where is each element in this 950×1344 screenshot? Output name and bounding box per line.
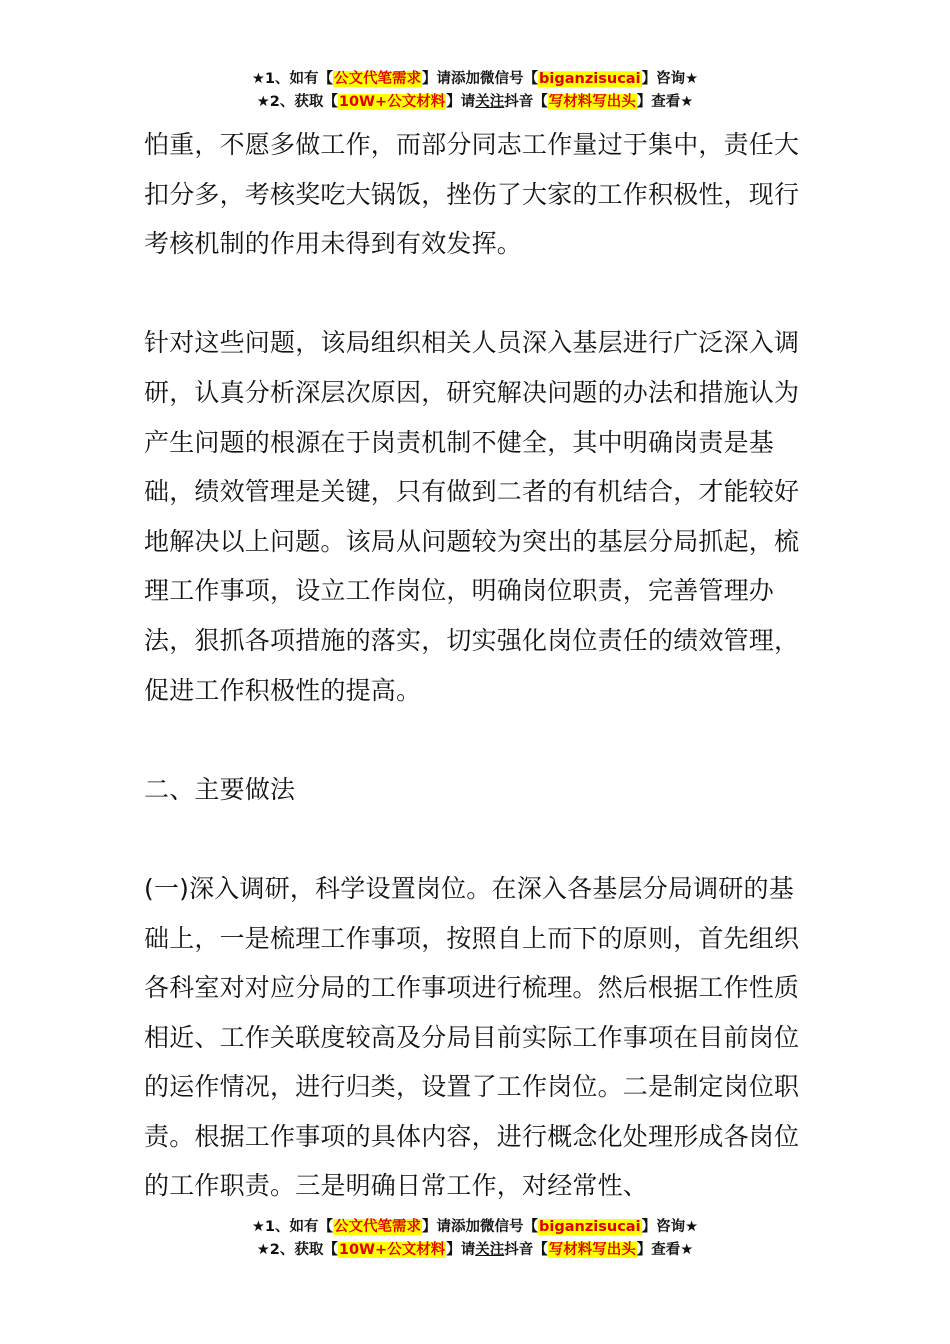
- banner-highlight: biganzisucai: [539, 71, 641, 87]
- banner-highlight: 公文代笔需求: [334, 71, 422, 87]
- banner-text: 】请添加微信号【: [422, 71, 539, 87]
- banner-highlight: 10W+公文材料: [338, 1242, 446, 1258]
- banner-text: ★1、如有【: [251, 71, 334, 87]
- footer-banner: [0, 1216, 950, 1262]
- banner-text: 抖音【: [504, 1242, 548, 1258]
- banner-line-1: [0, 68, 950, 91]
- paragraph: 针对这些问题，该局组织相关人员深入基层进行广泛深入调研，认真分析深层次原因，研究解决问题的办法和措施认为产生问题的根源在于岗责机制不健全，其中明确岗责是基础，绩效管理是关键，只有做到二者的有机结合，才能较好地解决以上问题。该局从问题较为突出的基层分局抓起，梳理工作事项，设立工作岗位，明确岗位职责，完善管理办法，狠抓各项措施的落实，切实强化岗位责任的绩效管理，促进工作积极性的提高。: [144, 328, 800, 705]
- banner-text: 】咨询★: [641, 1219, 699, 1235]
- banner-line-2: [0, 1239, 950, 1262]
- banner-text: 】请: [446, 94, 476, 110]
- banner-highlight: biganzisucai: [539, 1219, 641, 1235]
- header-banner: [0, 68, 950, 114]
- banner-text: 】咨询★: [641, 71, 699, 87]
- banner-text: ★2、获取【: [256, 1242, 338, 1258]
- banner-text: ★2、获取【: [256, 94, 338, 110]
- section-heading: 二、主要做法: [144, 774, 296, 804]
- banner-highlight: 公文代笔需求: [334, 1219, 422, 1235]
- banner-text: 】查看★: [636, 94, 694, 110]
- banner-line-1: [0, 1216, 950, 1239]
- banner-text: 】请: [446, 1242, 476, 1258]
- banner-text: 】请添加微信号【: [422, 1219, 539, 1235]
- banner-underlined-text: 关注: [475, 1242, 505, 1258]
- banner-text: 】查看★: [636, 1242, 694, 1258]
- banner-highlight: 10W+公文材料: [338, 94, 446, 110]
- paragraph: (一)深入调研，科学设置岗位。在深入各基层分局调研的基础上，一是梳理工作事项，按照自上而下的原则，首先组织各科室对对应分局的工作事项进行梳理。然后根据工作性质相近、工作关联度较高及分局目前实际工作事项在目前岗位的运作情况，进行归类，设置了工作岗位。二是制定岗位职责。根据工作事项的具体内容，进行概念化处理形成各岗位的工作职责。三是明确日常工作，对经常性、: [144, 873, 800, 1201]
- banner-text: ★1、如有【: [251, 1219, 334, 1235]
- paragraph: 怕重，不愿多做工作，而部分同志工作量过于集中，责任大扣分多，考核奖吃大锅饭，挫伤了大家的工作积极性，现行考核机制的作用未得到有效发挥。: [144, 130, 800, 259]
- banner-highlight: 写材料写出头: [548, 94, 636, 110]
- document-body: [144, 120, 806, 1261]
- banner-line-2: [0, 91, 950, 114]
- banner-highlight: 写材料写出头: [548, 1242, 636, 1258]
- banner-underlined-text: 关注: [475, 94, 505, 110]
- banner-text: 抖音【: [504, 94, 548, 110]
